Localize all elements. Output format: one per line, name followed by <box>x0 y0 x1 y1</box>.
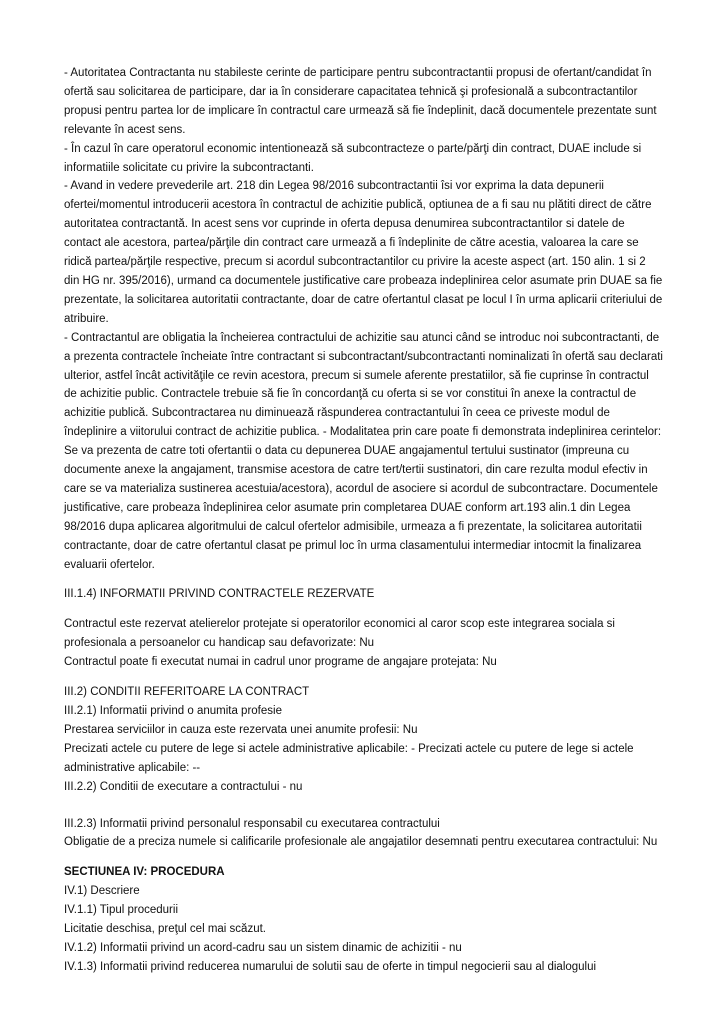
text-line: IV.1) Descriere <box>64 885 140 898</box>
paragraph: - Autoritatea Contractanta nu stabileste cerinte de participare pentru subcontractantii propusi de ofertant/candidat în ofertă sau solicitarea de participare, dar ia în considerare capacitatea tehnică şi profesională a subcontractantilor propusi pentru partea lor de implicare în contractul care urmează să fie îndeplinit, dacă documentele prezentate sunt relevante în acest sens. <box>64 67 657 136</box>
text-line: Contractul este rezervat atelierelor protejate si operatorilor economici al caror scop este integrarea sociala si profesionala a persoanelor cu handicap sau defavorizate: Nu <box>64 618 615 650</box>
text-line: Contractul poate fi executat numai in cadrul unor programe de angajare protejata: Nu <box>64 656 497 669</box>
reserved-contracts-details <box>64 615 664 672</box>
paragraph: - În cazul în care operatorul economic intentionează să subcontracteze o parte/părţi din contract, DUAE include si informatiile solicitate cu privire la subcontractanti. <box>64 142 642 174</box>
text-line: Obligatie de a preciza numele si calificarile profesionale ale angajatilor desemnati pentru executarea contractului: Nu <box>64 836 658 849</box>
section-title: SECTIUNEA IV: PROCEDURA <box>64 866 225 879</box>
section-heading: III.1.4) INFORMATII PRIVIND CONTRACTELE REZERVATE <box>64 588 375 601</box>
contract-conditions-section <box>64 683 664 796</box>
text-line: Prestarea serviciilor in cauza este rezervata unei anumite profesii: Nu <box>64 723 418 736</box>
text-line: Licitatie deschisa, preţul cel mai scăzut. <box>64 923 266 936</box>
text-line: IV.1.3) Informatii privind reducerea numarului de solutii sau de oferte in timpul negocierii sau al dialogului <box>64 960 597 973</box>
text-line: III.2.1) Informatii privind o anumita profesie <box>64 705 282 717</box>
text-line: Precizati actele cu putere de lege si actele administrative aplicabile: - Precizati actele cu putere de lege si actele administrative aplicabile: -- <box>64 742 634 774</box>
personnel-section <box>64 815 664 853</box>
text-line: III.2.2) Conditii de executare a contractului - nu <box>64 780 303 793</box>
text-line: IV.1.2) Informatii privind un acord-cadru sau un sistem dinamic de achizitii - nu <box>64 941 462 954</box>
document-page <box>64 64 664 977</box>
procedure-section <box>64 863 664 976</box>
paragraph: - Avand in vedere prevederile art. 218 din Legea 98/2016 subcontractantii îsi vor exprima la data depunerii ofertei/momentul introducerii acestora în contractul de achizitie publică, optiunea de a fi sau nu plătiti direct de către autoritatea contractantă. In acest sens vor cuprinde in oferta depusa denumirea subcontractantilor si datele de contact ale acestora, partea/părţile din contract care urmează a fi îndeplinite de către acestia, valoarea la care se ridică partea/părţile respective, precum si acordul subcontractantilor cu privire la aceste aspect (art. 150 alin. 1 si 2 din HG nr. 395/2016), urmand ca documentele justificative care probeaza indeplinirea celor asumate prin DUAE sa fie prezentate, la solicitarea autoritatii contractante, doar de catre ofertantul clasat pe locul I în urma aplicarii criteriului de atribuire. <box>64 180 663 325</box>
subcontracting-paragraphs <box>64 64 664 574</box>
reserved-contracts-section <box>64 585 664 604</box>
paragraph: - Contractantul are obligatia la încheierea contractului de achizitie sau atunci când se introduc noi subcontractanti, de a prezenta contractele încheiate între contractant si subcontractant/subcontractanti nominalizati în ofertă sau declarati ulterior, astfel încât activităţile ce revin acestora, precum si sumele aferente prestatiilor, să fie cuprinse în contractul de achizitie public. Contractele trebuie să fie în concordanţă cu oferta si se vor constitui în anexe la contractul de achizitie publică. Subcontractarea nu diminuează răspunderea contractantului în ceea ce priveste modul de îndeplinire a viitorului contract de achizitie publica. - Modalitatea prin care poate fi demonstrata indeplinirea cerintelor: Se va prezenta de catre toti ofertantii o data cu depunerea DUAE angajamentul tertului sustinator (impreuna cu documente anexe la angajament, transmise acestora de catre tert/tertii sustinatori, din care rezulta modul efectiv in care se va materializa sustinerea acestuia/acestora), acordul de asociere si acordul de subcontractare. Documentele justificative, care probeaza îndeplinirea celor asumate prin completarea DUAE conform art.193 alin.1 din Legea 98/2016 dupa aplicarea algoritmului de calcul ofertelor admisibile, urmeaza a fi prezentate, la solicitarea autoritatii contractante, doar de catre ofertantul clasat pe primul loc în urma clasamentului intermediar intocmit la finalizarea evaluarii ofertelor. <box>64 331 663 571</box>
text-line: III.2.3) Informatii privind personalul responsabil cu executarea contractului <box>64 817 440 830</box>
section-heading: III.2) CONDITII REFERITOARE LA CONTRACT <box>64 686 310 699</box>
text-line: IV.1.1) Tipul procedurii <box>64 904 179 917</box>
